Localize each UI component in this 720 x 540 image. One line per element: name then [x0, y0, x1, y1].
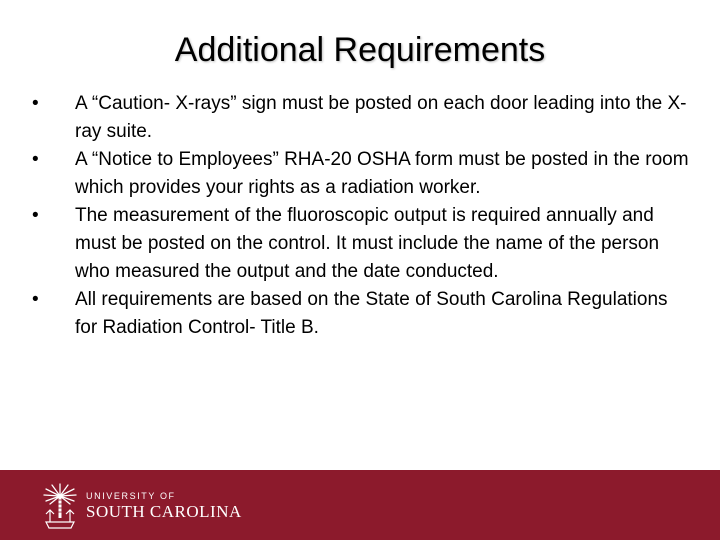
- bullet-marker: •: [32, 93, 39, 114]
- bullet-text: All requirements are based on the State of South Carolina Regulations for Radiation Control- Title B.: [75, 289, 668, 338]
- palmetto-tree-icon: [40, 480, 80, 532]
- bullet-item: [32, 90, 692, 146]
- logo-university-of: UNIVERSITY OF: [86, 491, 176, 501]
- bullet-item: [32, 286, 692, 342]
- bullet-marker: •: [32, 205, 39, 226]
- bullet-text: The measurement of the fluoroscopic output is required annually and must be posted on the control. It must include the name of the person who measured the output and the date conducted.: [75, 205, 660, 282]
- bullet-text: A “Notice to Employees” RHA-20 OSHA form must be posted in the room which provides your rights as a radiation worker.: [75, 149, 689, 198]
- bullet-item: [32, 202, 692, 286]
- bullet-marker: •: [32, 289, 39, 310]
- bullet-marker: •: [32, 149, 39, 170]
- footer-bar: [0, 470, 720, 540]
- university-logo: [40, 480, 242, 532]
- bullet-list: [32, 90, 692, 342]
- bullet-item: [32, 146, 692, 202]
- bullet-text: A “Caution- X-rays” sign must be posted on each door leading into the X-ray suite.: [75, 93, 687, 142]
- slide-title: Additional Requirements: [174, 31, 546, 69]
- logo-wordmark: [86, 490, 242, 522]
- logo-south-carolina: SOUTH CAROLINA: [86, 502, 242, 521]
